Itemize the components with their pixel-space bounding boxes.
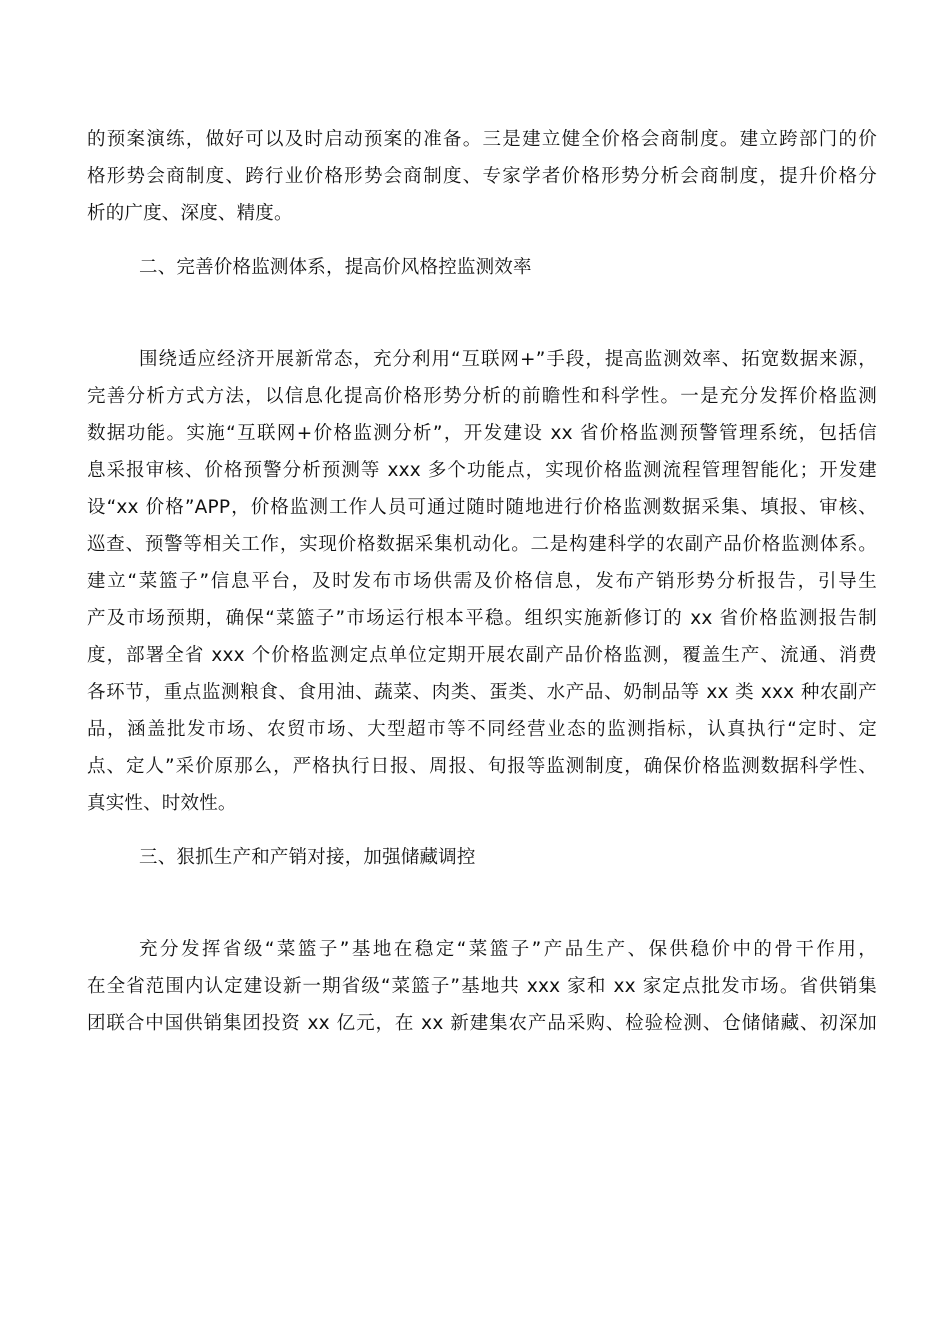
text-line: 各环节，重点监测粮食、食用油、蔬菜、肉类、蛋类、水产品、奶制品等 xx 类 xxx 种农副产 (87, 682, 877, 703)
text-line: 团联合中国供销集团投资 xx 亿元，在 xx 新建集农产品采购、检验检测、仓储储藏、初深加 (87, 1013, 877, 1034)
text-line: 度，部署全省 xxx 个价格监测定点单位定期开展农副产品价格监测，覆盖生产、流通、消费 (87, 645, 877, 666)
text-line: 真实性、时效性。 (87, 793, 237, 814)
text-line: 建立“菜篮子”信息平台，及时发布市场供需及价格信息，发布产销形势分析报告，引导生 (87, 571, 877, 592)
text-line: 品，涵盖批发市场、农贸市场、大型超市等不同经营业态的监测指标，认真执行“定时、定 (87, 719, 877, 740)
section-heading-2: 二、完善价格监测体系，提高价风格控监测效率 (139, 257, 532, 278)
text-line: 格形势会商制度、跨行业价格形势会商制度、专家学者价格形势分析会商制度，提升价格分 (87, 166, 877, 187)
text-line: 巡查、预警等相关工作，实现价格数据采集机动化。二是构建科学的农副产品价格监测体系。 (87, 534, 877, 555)
text-line: 析的广度、深度、精度。 (87, 203, 293, 224)
text-line: 设“xx 价格”APP，价格监测工作人员可通过随时随地进行价格监测数据采集、填报、审核、 (87, 497, 877, 518)
text-line: 点、定人”采价原那么，严格执行日报、周报、旬报等监测制度，确保价格监测数据科学性、 (87, 756, 877, 777)
text-line: 息采报审核、价格预警分析预测等 xxx 多个功能点，实现价格监测流程管理智能化；开发建 (87, 460, 877, 481)
text-line: 在全省范围内认定建设新一期省级“菜篮子”基地共 xxx 家和 xx 家定点批发市场。省供销集 (87, 976, 877, 997)
text-line: 围绕适应经济开展新常态，充分利用“互联网+”手段，提高监测效率、拓宽数据来源， (139, 349, 877, 370)
text-line: 产及市场预期，确保“菜篮子”市场运行根本平稳。组织实施新修订的 xx 省价格监测报告制 (87, 608, 877, 629)
text-line: 数据功能。实施“互联网+价格监测分析”，开发建设 xx 省价格监测预警管理系统，包括信 (87, 423, 877, 444)
text-line: 的预案演练，做好可以及时启动预案的准备。三是建立健全价格会商制度。建立跨部门的价 (87, 129, 877, 150)
section-heading-3: 三、狠抓生产和产销对接，加强储藏调控 (139, 847, 476, 868)
text-line: 完善分析方式方法，以信息化提高价格形势分析的前瞻性和科学性。一是充分发挥价格监测 (87, 386, 877, 407)
text-line: 充分发挥省级“菜篮子”基地在稳定“菜篮子”产品生产、保供稳价中的骨干作用， (139, 939, 877, 960)
